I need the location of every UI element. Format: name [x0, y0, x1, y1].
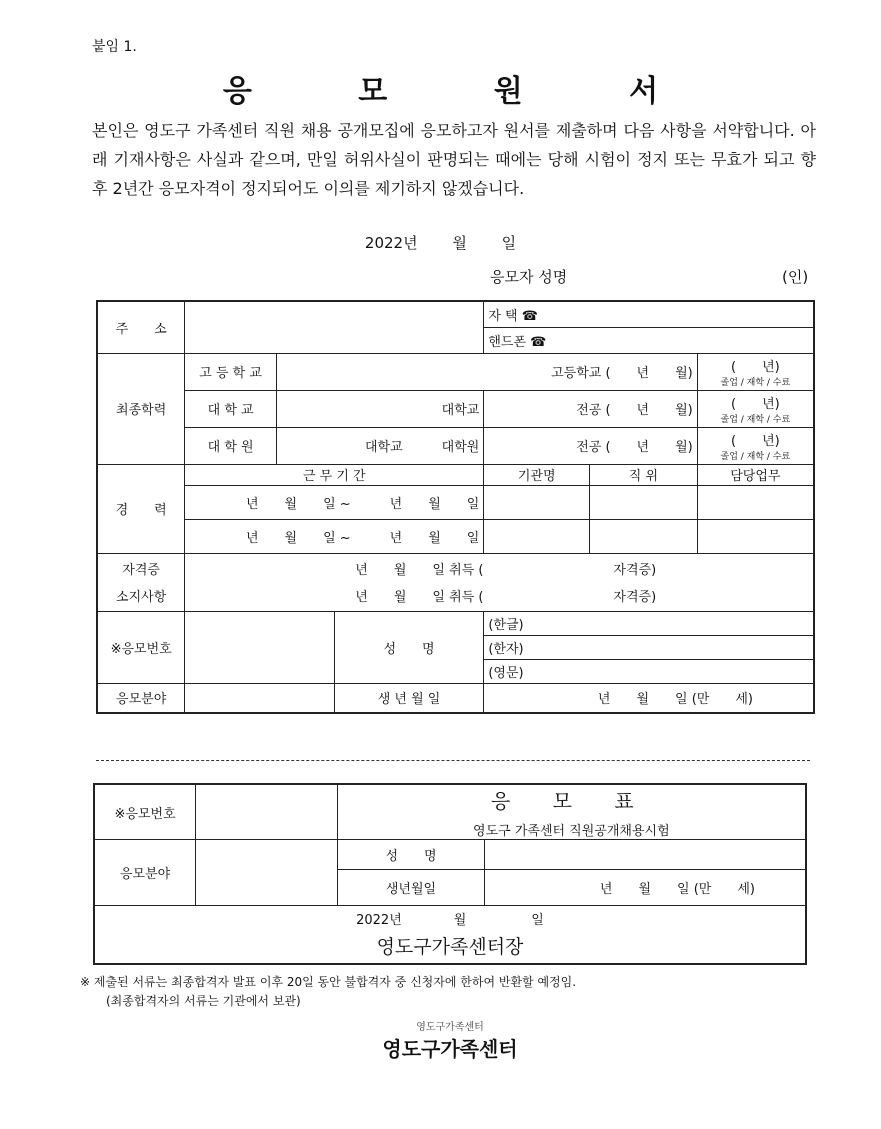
license-line-2[interactable]: 년 월 일 취득 ( 자격증) — [355, 590, 657, 605]
high-school-status[interactable]: ( 년) 졸업 / 재학 / 수료 — [697, 353, 814, 390]
seal-mark: (인) — [782, 268, 809, 286]
career-label: 경 력 — [97, 464, 185, 553]
apply-number-input[interactable] — [185, 611, 334, 683]
ticket-birth-input[interactable]: 년 월 일 (만 세) — [485, 870, 806, 906]
apply-field-input[interactable] — [185, 683, 334, 713]
education-label: 최종학력 — [97, 353, 185, 464]
career-period-header: 근 무 기 간 — [185, 464, 484, 485]
career-period-1[interactable]: 년 월 일 ~ 년 월 일 — [185, 485, 484, 519]
career-position-1[interactable] — [590, 485, 698, 519]
career-duty-1[interactable] — [697, 485, 814, 519]
ticket-header — [337, 784, 806, 840]
name-label: 성 명 — [334, 611, 484, 683]
application-date: 2022년 월 일 — [364, 234, 517, 252]
high-school-label: 고 등 학 교 — [185, 353, 277, 390]
ticket-title: 응 모 표 — [491, 789, 652, 813]
ticket-apply-number-label: ※응모번호 — [94, 784, 196, 840]
name-korean-field[interactable]: (한글) — [484, 611, 814, 635]
graduate-school-label: 대 학 원 — [185, 427, 277, 464]
ticket-apply-field-label: 응모분야 — [94, 840, 196, 906]
ticket-name-label: 성 명 — [337, 840, 485, 870]
career-position-header: 직 위 — [590, 464, 698, 485]
career-org-header: 기관명 — [484, 464, 590, 485]
attachment-label: 붙임 1. — [92, 39, 137, 55]
graduate-school-name[interactable]: 대학교 대학원 — [276, 427, 483, 464]
name-hanja-field[interactable]: (한자) — [484, 635, 814, 659]
career-org-1[interactable] — [484, 485, 590, 519]
ticket-apply-field-input[interactable] — [196, 840, 338, 906]
cut-line — [96, 760, 810, 761]
logo-name: 영도구가족센터 — [382, 1037, 518, 1061]
application-form-table — [96, 300, 815, 714]
license-lines[interactable] — [185, 553, 814, 611]
birth-label: 생 년 월 일 — [334, 683, 484, 713]
high-school-detail[interactable]: 고등학교 ( 년 월) — [276, 353, 697, 390]
ticket-footer — [94, 906, 806, 964]
apply-number-label: ※응모번호 — [97, 611, 185, 683]
mobile-phone-field[interactable]: 핸드폰 ☎ — [484, 327, 814, 353]
university-label: 대 학 교 — [185, 390, 277, 427]
ticket-subtitle: 영도구 가족센터 직원공개채용시험 — [473, 824, 670, 839]
page-title: 응 모 원 서 — [222, 74, 707, 109]
graduate-school-status[interactable]: ( 년) 졸업 / 재학 / 수료 — [697, 427, 814, 464]
storage-note: (최종합격자의 서류는 기관에서 보관) — [106, 994, 301, 1008]
address-label: 주 소 — [97, 301, 185, 353]
university-status[interactable]: ( 년) 졸업 / 재학 / 수료 — [697, 390, 814, 427]
license-label: 자격증 소지사항 — [97, 553, 185, 611]
apply-field-label: 응모분야 — [97, 683, 185, 713]
university-name[interactable]: 대학교 — [276, 390, 483, 427]
center-logo — [350, 1018, 550, 1062]
applicant-signature-label: 응모자 성명 — [490, 268, 568, 286]
birth-input[interactable]: 년 월 일 (만 세) — [484, 683, 814, 713]
application-ticket-table — [93, 783, 807, 965]
address-input[interactable] — [185, 301, 484, 353]
license-line-1[interactable]: 년 월 일 취득 ( 자격증) — [355, 563, 657, 578]
graduate-school-major[interactable]: 전공 ( 년 월) — [484, 427, 697, 464]
name-english-field[interactable]: (영문) — [484, 659, 814, 683]
pledge-text: 본인은 영도구 가족센터 직원 채용 공개모집에 응모하고자 원서를 제출하며 다음 사항을 서약합니다. 아래 기재사항은 사실과 같으며, 만일 허위사실이 판명되는 때에는 당해 시험이 정지 또는 무효가 되고 향후 2년간 응모자격이 정지되어도 이의를 제기하지 않겠습니다. — [92, 121, 816, 198]
return-note: ※ 제출된 서류는 최종합격자 발표 이후 20일 동안 불합격자 중 신청자에 한하여 반환할 예정임. — [80, 975, 577, 989]
ticket-date: 2022년 월 일 — [356, 913, 544, 929]
ticket-apply-number-input[interactable] — [196, 784, 338, 840]
career-org-2[interactable] — [484, 519, 590, 553]
ticket-birth-label: 생년월일 — [337, 870, 485, 906]
ticket-name-input[interactable] — [485, 840, 806, 870]
career-position-2[interactable] — [590, 519, 698, 553]
ticket-issuer: 영도구가족센터장 — [376, 936, 524, 959]
logo-emblem-text: 영도구가족센터 — [416, 1022, 484, 1033]
university-major[interactable]: 전공 ( 년 월) — [484, 390, 697, 427]
career-period-2[interactable]: 년 월 일 ~ 년 월 일 — [185, 519, 484, 553]
home-phone-field[interactable]: 자 택 ☎ — [484, 301, 814, 327]
career-duty-header: 담당업무 — [697, 464, 814, 485]
career-duty-2[interactable] — [697, 519, 814, 553]
